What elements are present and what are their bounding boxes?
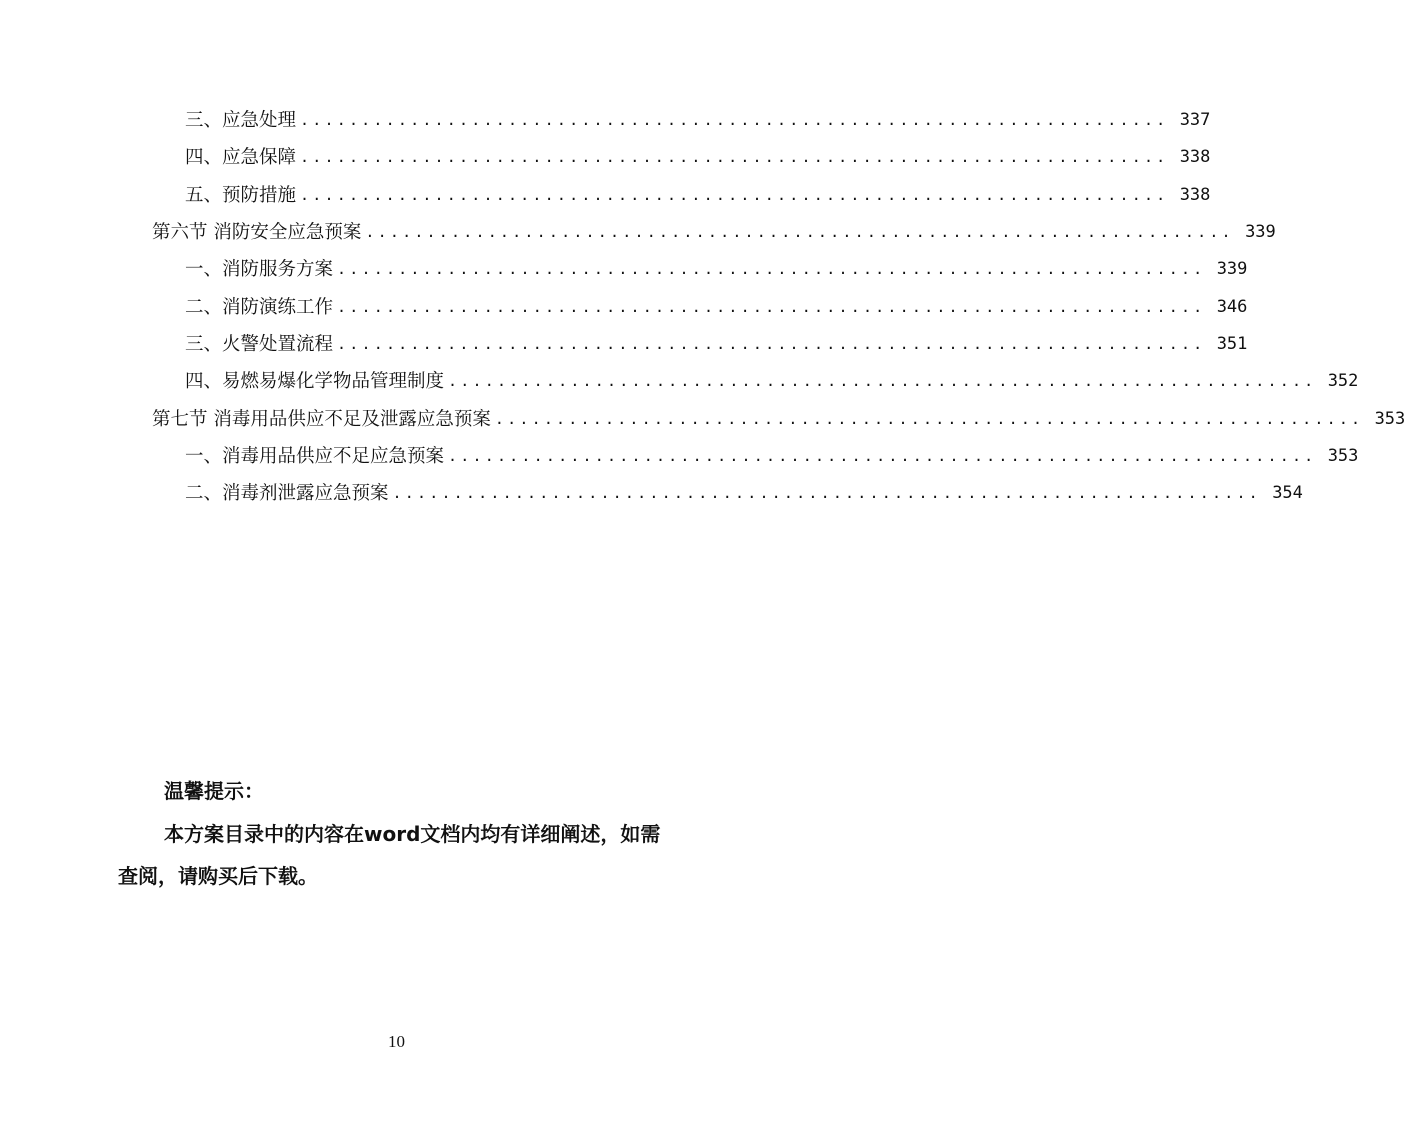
toc-entry-title: 第六节 消防安全应急预案 (152, 222, 362, 244)
toc-entry-page: 353 (1374, 408, 1405, 429)
tip-body: 本方案目录中的内容在word文档内均有详细阐述，如需查阅，请购买后下载。 (118, 822, 661, 888)
toc-leader-dots: ....................................................................... (300, 111, 1169, 130)
toc-entry-page: 337 (1179, 110, 1211, 131)
toc-entry[interactable] (0, 326, 1248, 363)
toc-entry-title: 二、消毒剂泄露应急预案 (185, 483, 389, 505)
toc-entry-page: 338 (1179, 184, 1211, 205)
toc-entry-title: 第七节 消毒用品供应不足及泄露应急预案 (152, 408, 491, 430)
toc-leader-dots: ....................................................................... (300, 185, 1169, 204)
toc-section-entry[interactable] (0, 400, 1405, 437)
tip-heading: 温馨提示： (164, 779, 264, 803)
toc-entry-page: 346 (1216, 296, 1248, 317)
toc-entry-page: 339 (1245, 222, 1276, 243)
toc-entry[interactable] (0, 438, 1359, 475)
toc-section-entry[interactable] (0, 214, 1276, 251)
toc-leader-dots: ....................................................................... (337, 334, 1206, 353)
toc-entry-title: 三、应急处理 (185, 110, 297, 132)
toc-leader-dots: ....................................................................... (365, 223, 1234, 242)
toc-entry-page: 352 (1327, 371, 1359, 392)
toc-entry[interactable] (0, 475, 1303, 512)
toc-entry[interactable] (0, 177, 1211, 214)
toc-entry[interactable] (0, 251, 1248, 288)
toc-entry[interactable] (0, 139, 1211, 176)
toc-leader-dots: ....................................................................... (300, 148, 1169, 167)
toc-entry-page: 338 (1179, 147, 1211, 168)
toc-leader-dots: ....................................................................... (448, 372, 1317, 391)
toc-entry-title: 四、应急保障 (185, 147, 297, 169)
toc-entry-page: 351 (1216, 333, 1248, 354)
toc-entry-title: 四、易燃易爆化学物品管理制度 (185, 371, 445, 393)
toc-entry-title: 五、预防措施 (185, 184, 297, 206)
toc-entry-page: 354 (1272, 483, 1303, 504)
toc-leader-dots: ....................................................................... (392, 484, 1261, 503)
toc-entry[interactable] (0, 102, 1211, 139)
page-number: 10 (388, 1032, 405, 1051)
toc-entry[interactable] (0, 288, 1248, 325)
toc-entry[interactable] (0, 363, 1359, 400)
toc-entry-title: 一、消毒用品供应不足应急预案 (185, 445, 445, 467)
table-of-contents (0, 102, 1405, 512)
tip-block (118, 771, 678, 897)
toc-entry-title: 一、消防服务方案 (185, 259, 334, 281)
toc-leader-dots: ....................................................................... (337, 297, 1206, 316)
toc-entry-title: 三、火警处置流程 (185, 333, 334, 355)
toc-entry-page: 353 (1327, 445, 1359, 466)
toc-leader-dots: ....................................................................... (337, 260, 1206, 279)
toc-entry-page: 339 (1216, 259, 1248, 280)
toc-leader-dots: ....................................................................... (448, 446, 1317, 465)
toc-leader-dots: ....................................................................... (494, 409, 1364, 428)
toc-entry-title: 二、消防演练工作 (185, 296, 334, 318)
